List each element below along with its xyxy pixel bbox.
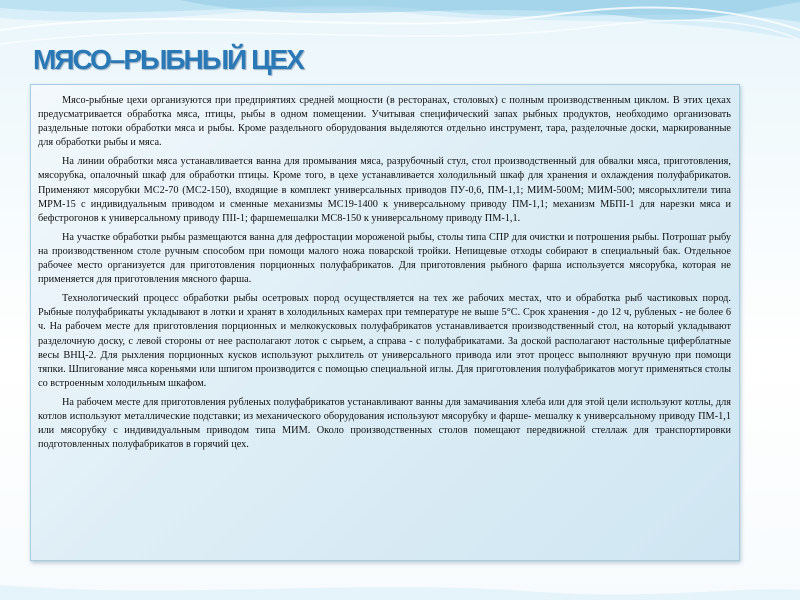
content-box — [30, 84, 740, 561]
wave-shape-bottom — [0, 585, 800, 600]
paragraph-minced-workplace: На рабочем месте для приготовления рубленых полуфабрикатов устанавливают ванны для замачивания хлеба или для этой цели используют котлы, для котлов используют металлические подставки; из механического оборудования используют мясорубку и фарше- мешалку к универсальному приводу ПМ-1,1 или мясорубку с индивидуальным приводом типа МИМ. Около производственных столов помещают передвижной стеллаж для транспортировки подготовленных полуфабрикатов в горячий цех. — [38, 396, 731, 451]
paragraph-intro: Мясо-рыбные цехи организуются при предприятиях средней мощности (в ресторанах, столовых) с полным производственным циклом. В этих цехах предусматривается обработка мяса, птицы, рыбы в одном помещении. Учитывая специфический запах рыбных продуктов, необходимо организовать раздельные потоки обработки мяса и рыбы. Кроме раздельного оборудования выделяются отдельно инструмент, тара, разделочные доски, маркированные для обработки рыбы и мяса. — [38, 95, 731, 149]
paragraph-fish-area: На участке обработки рыбы размещаются ванна для дефростации мороженой рыбы, столы типа СПР для очистки и потрошения рыбы. Потрошат рыбу на производственном столе ручным способом при помощи малого ножа поварской тройки. Непищевые отходы собирают в специальный бак. Отдельное рабочее место организуется для приготовления порционных полуфабрикатов. Для приготовления рыбного фарша используется мясорубка, которая не применяется для приготовления мясного фарша. — [38, 231, 731, 286]
paragraph-meat-line: На линии обработки мяса устанавливается ванна для промывания мяса, разрубочный стул, стол производственный для обвалки мяса, приготовления, мясорубка, опалочный шкаф для обработки птицы. Кроме того, в цехе устанавливается холодильный шкаф для хранения и охлаждения полуфабрикатов. Применяют мясорубки МС2-70 (МС2-150), входящие в комплект универсальных приводов ПУ-0,6, ПМ-1,1; МИМ-500М; МИМ-500; мясорыхлители типа МРМ-15 с индивидуальным приводом и сменные механизмы МС19-1400 к универсальному приводу ПМ-1,1; механизм МБПI-1 для нарезки мяса и бефстрогонов к универсальному приводу ПII-1; фаршемешалки МС8-150 к универсальному приводу ПМ-1,1. — [38, 156, 731, 224]
paragraph-sturgeon-process: Технологический процесс обработки рыбы осетровых пород осуществляется на тех же рабочих местах, что и обработка рыб частиковых пород. Рыбные полуфабрикаты укладывают в лотки и хранят в холодильных камерах при температуре не выше 5°С. Срок хранения - до 12 ч, рубленых - не более 6 ч. На рабочем месте для приготовления порционных и мелкокусковых полуфабрикатов устанавливается производственный стол, на который укладывают разделочную доску, с левой стороны от нее располагают лоток с сырьем, а справа - с полуфабрикатами. За доской располагают настольные циферблатные весы ВНЦ-2. Для рыхления порционных кусков используют рыхлитель от универсального привода или этот процесс выполняют вручную при помощи тяпки. Шпигование мяса кореньями или шпигом производится с помощью специальной иглы. Для приготовления полуфабрикатов могут применяться столы со встроенным холодильным шкафом. — [38, 293, 731, 389]
slide-title: МЯСО–РЫБНЫЙ ЦЕХ — [33, 44, 303, 75]
